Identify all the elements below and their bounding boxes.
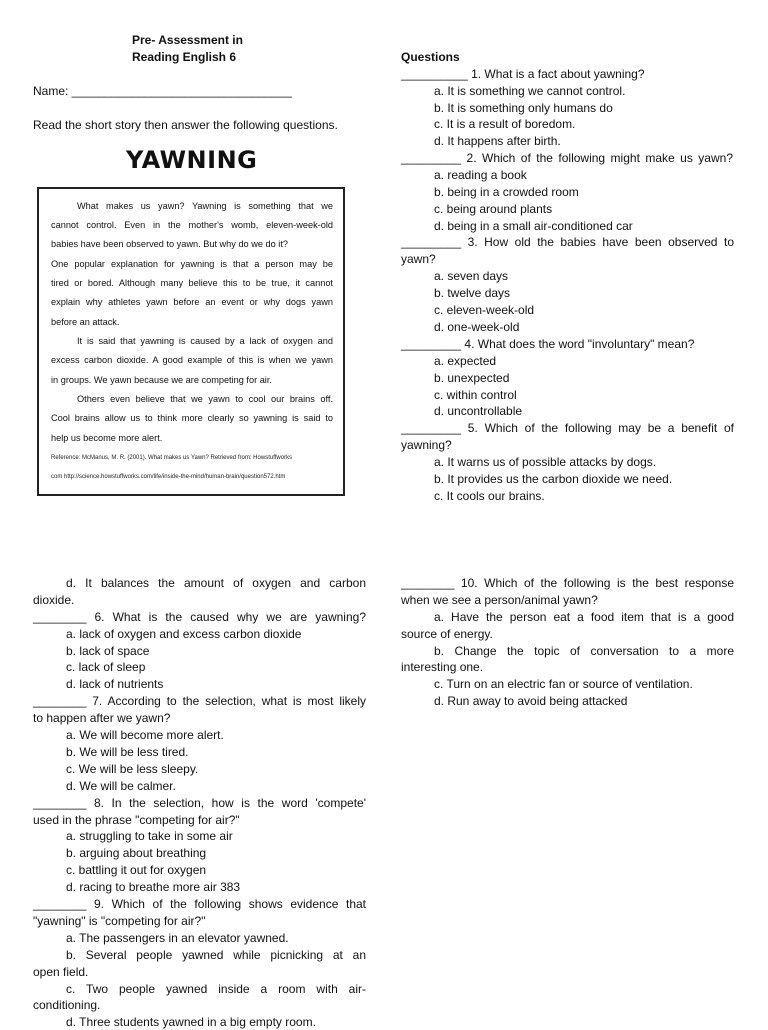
question-3-cont: yawn? [401, 252, 436, 266]
story-line: Others even believe that we yawn to cool our brains off. [77, 394, 333, 404]
question-10: ________ 10. Which of the following is the best response [401, 576, 734, 590]
option: a. lack of oxygen and excess carbon dioxide [66, 627, 302, 641]
option-cont: dioxide. [33, 593, 75, 607]
option: d. being in a small air-conditioned car [434, 219, 633, 233]
instruction-text: Read the short story then answer the following questions. [33, 118, 338, 132]
option: d. Three students yawned in a big empty room. [66, 1015, 316, 1029]
option: b. twelve days [434, 286, 511, 300]
question-1: __________ 1. What is a fact about yawning? [401, 67, 645, 81]
option: b. arguing about breathing [66, 846, 207, 860]
story-box [37, 187, 345, 496]
option: b. unexpected [434, 371, 510, 385]
option: c. being around plants [434, 202, 553, 216]
question-5: _________ 5. Which of the following may be a benefit of [401, 421, 734, 435]
option: a. struggling to take in some air [66, 829, 233, 843]
story-line: tired or bored. Although many believe this to be true, it cannot [51, 278, 333, 288]
option: a. We will become more alert. [66, 728, 224, 742]
story-line: What makes us yawn? Yawning is something that we [77, 201, 333, 211]
option: a. Have the person eat a food item that is a good [434, 610, 734, 624]
option: a. expected [434, 354, 497, 368]
question-10-cont: when we see a person/animal yawn? [401, 593, 598, 607]
header-title-line2: Reading English 6 [132, 50, 237, 64]
option: b. lack of space [66, 644, 150, 658]
story-line: It is said that yawning is caused by a lack of oxygen and [77, 336, 333, 346]
option: d. lack of nutrients [66, 677, 164, 691]
option: c. Two people yawned inside a room with air- [66, 982, 366, 996]
option-cont: interesting one. [401, 660, 484, 674]
option: d. Run away to avoid being attacked [434, 694, 628, 708]
option: b. We will be less tired. [66, 745, 189, 759]
question-4: _________ 4. What does the word "involuntary" mean? [401, 337, 695, 351]
option: a. It is something we cannot control. [434, 84, 626, 98]
option-cont: source of energy. [401, 627, 493, 641]
option: c. eleven-week-old [434, 303, 535, 317]
story-reference-url: com http://science.howstuffworks.com/life/inside-the-mind/human-brain/question572.htm [51, 474, 286, 480]
option: a. The passengers in an elevator yawned. [66, 931, 289, 945]
story-line: excess carbon dioxide. A good example of this is when we yawn [51, 355, 333, 365]
option: b. being in a crowded room [434, 185, 579, 199]
option: b. It is something only humans do [434, 101, 613, 115]
story-line: before an attack. [51, 317, 120, 327]
option: a. seven days [434, 269, 509, 283]
story-line: in groups. We yawn because we are competing for air. [51, 375, 272, 385]
option-cont: open field. [33, 965, 89, 979]
option-cont: conditioning. [33, 998, 101, 1012]
question-8-cont: used in the phrase "competing for air?" [33, 813, 240, 827]
story-line: Cool brains allow us to think more clearly so yawning is said to [51, 413, 333, 423]
option: c. within control [434, 388, 517, 402]
option: d. It happens after birth. [434, 134, 561, 148]
story-title: YAWNING [126, 146, 258, 174]
question-3: _________ 3. How old the babies have been observed to [401, 235, 734, 249]
question-2: _________ 2. Which of the following might make us yawn? [401, 151, 733, 165]
question-8: ________ 8. In the selection, how is the word 'compete' [33, 796, 366, 810]
option: d. racing to breathe more air 383 [66, 880, 241, 894]
story-line: help us become more alert. [51, 433, 163, 443]
name-field: Name: _________________________________ [33, 84, 292, 98]
question-5-cont: yawning? [401, 438, 452, 452]
option: a. reading a book [434, 168, 527, 182]
question-9-cont: "yawning" is "competing for air?" [33, 914, 206, 928]
questions-heading: Questions [401, 50, 460, 64]
question-7-cont: to happen after we yawn? [33, 711, 171, 725]
option: c. We will be less sleepy. [66, 762, 199, 776]
story-reference: Reference: McManus, M. R. (2001). What makes us Yawn? Retrieved from: Howstuffworks [51, 455, 293, 461]
option: c. It cools our brains. [434, 489, 545, 503]
option: c. lack of sleep [66, 660, 146, 674]
option: d. It balances the amount of oxygen and carbon [66, 576, 366, 590]
story-line: explain why athletes yawn before an event or why dogs yawn [51, 297, 333, 307]
option: b. Several people yawned while picnicking at an [66, 948, 366, 962]
option: c. battling it out for oxygen [66, 863, 207, 877]
question-7: ________ 7. According to the selection, what is most likely [33, 694, 366, 708]
story-line: One popular explanation for yawning is that a person may be [51, 259, 333, 269]
story-line: babies have been observed to yawn. But why do we do it? [51, 239, 288, 249]
option: d. one-week-old [434, 320, 520, 334]
option: c. Turn on an electric fan or source of ventilation. [434, 677, 693, 691]
story-line: cannot control. Even in the mother's womb, eleven-week-old [51, 220, 333, 230]
option: d. We will be calmer. [66, 779, 176, 793]
option: b. Change the topic of conversation to a more [434, 644, 734, 658]
option: a. It warns us of possible attacks by dogs. [434, 455, 657, 469]
question-9: ________ 9. Which of the following shows evidence that [33, 897, 366, 911]
question-6: ________ 6. What is the caused why we are yawning? [33, 610, 366, 624]
option: c. It is a result of boredom. [434, 117, 576, 131]
header-title-line1: Pre- Assessment in [132, 33, 243, 47]
option: d. uncontrollable [434, 404, 523, 418]
option: b. It provides us the carbon dioxide we need. [434, 472, 673, 486]
